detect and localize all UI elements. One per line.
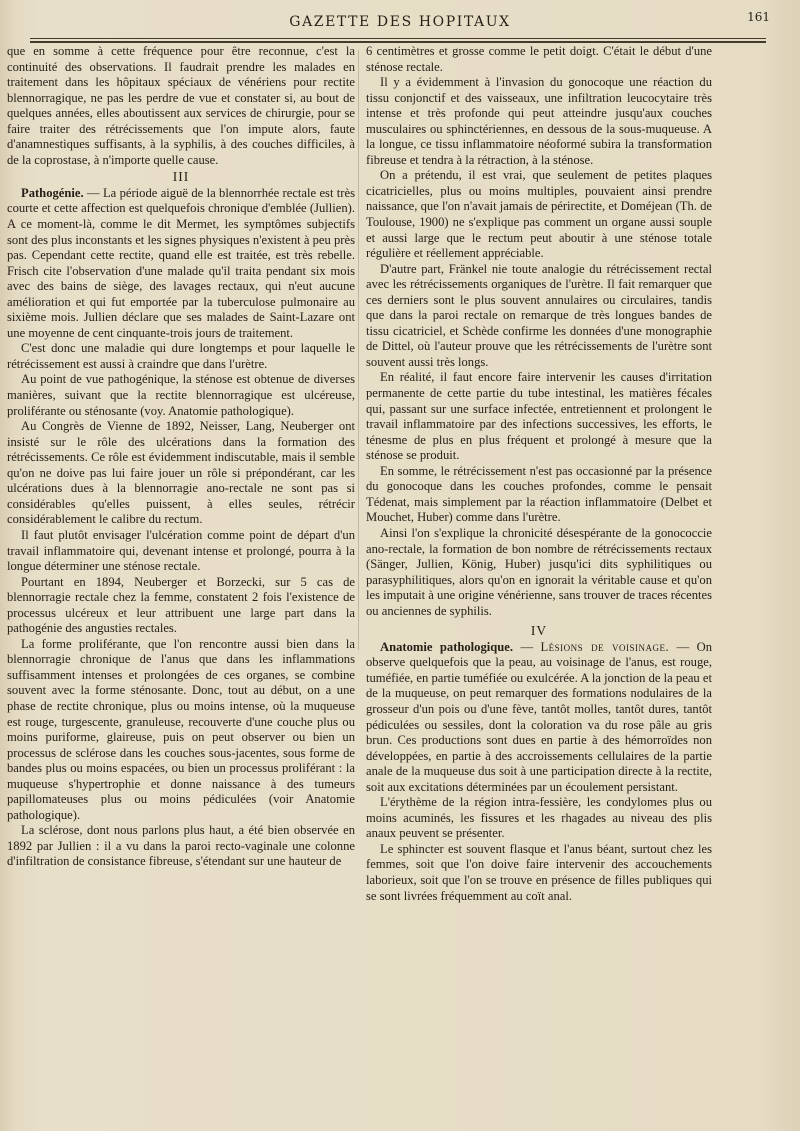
paragraph: En somme, le rétrécissement n'est pas occasionné par la présence du gonocoque dans les couches profondes, comme le pensait Tédenat, mais simplement par la réaction inflammatoire (Delbet et Mouchet, Huber) comme dans l'urètre. — [366, 463, 712, 525]
runin-heading: Pathogénie. — [21, 185, 84, 200]
header-rule-thin — [30, 38, 766, 39]
paragraph: Au Congrès de Vienne de 1892, Neisser, Lang, Neuberger ont insisté sur le rôle des ulcérations dans la formation des rétrécissements. Ce rôle est évidemment indiscutable, mais il semble qu'on ne doive pas lui faire jouer un rôle si prépondérant, car les ulcérations dues à la blennorragie ano-rectale ne sont pas si considérables qu'elles puissent, à elles seules, rétrécir considérablement le calibre du rectum. — [7, 419, 355, 527]
subheading-lesions: Lésions de voisinage. — [540, 639, 670, 654]
paragraph: La sclérose, dont nous parlons plus haut, a été bien observée en 1892 par Jullien : il a vu dans la paroi recto-vaginale une colonne d'infiltration de consistance fibreuse, s'étendant sur une hauteur de — [7, 823, 355, 869]
paragraph: L'érythème de la région intra-fessière, les condylomes plus ou moins acuminés, les fissures et les rhagades au niveau des plis anaux peuvent se présenter. — [366, 795, 712, 841]
column-divider — [358, 50, 359, 650]
running-title: GAZETTE DES HOPITAUX — [289, 14, 511, 30]
paragraph: On a prétendu, il est vrai, que seulement de petites plaques cicatricielles, plus ou moins multiples, pouvaient ainsi prendre naissance, que l'on n'avait jamais de périrectite, et Doméjean (Th. de Toulouse, 1900) ne s'explique pas comment un organe aussi souple et aussi large que le rectum peut aboutir à une sténose totale régulière et réellement appréciable. — [366, 168, 712, 261]
paragraph: que en somme à cette fréquence pour être reconnue, c'est la continuité des observations. Il faudrait prendre les malades en traitement dans les hôpitaux spéciaux de vénériens pour rectite blennorragique, ne pas les perdre de vue et constater si, au bout de quelques années, elles aboutissent aux services de chirurgie, pour se faire traiter des rétrécissements que l'on impute alors, faute d'anamnestiques suffisants, à la syphilis, à des couches difficiles, à de la coprostase, à n'importe quelle cause. — [7, 44, 355, 167]
paragraph: 6 centimètres et grosse comme le petit doigt. C'était le début d'une sténose rectale. — [366, 44, 712, 74]
paragraph-pathogenie — [7, 186, 355, 341]
paragraph: La forme proliférante, que l'on rencontre aussi bien dans la blennorragie chronique de l'anus que dans les inflammations suffisamment intenses et prolongées de ces organes, se combine souvent avec la forme sténosante. Donc, tout au début, on a une phase de rectite chronique, plus ou moins intense, où la muqueuse est rouge, turgescente, granuleuse, recouverte d'une couche plus ou moins puriforme, glaireuse, puis on peut observer ou bien un processus de sclérose dans les couches sous-jacentes, sous forme de bandes plus ou moins espacées, ou bien un processus proliférant : la muqueuse s'hypertrophie et donne naissance à des tumeurs papillomateuses plus ou moins pédiculées (voir Anatomie pathologique). — [7, 636, 355, 822]
paragraph: Il faut plutôt envisager l'ulcération comme point de départ d'un travail inflammatoire qui, devenant intense et prolongé, pourra à la longue déterminer une sténose rectale. — [7, 527, 355, 574]
paragraph-anatomie: Anatomie pathologique. — Lésions de voisinage. — On observe quelquefois que la peau, au voisinage de l'anus, est rouge, tuméfiée, en partie tuméfiée ou exulcérée. A la jonction de la peau et de la muqueuse, on peut remarquer des formations nodulaires de la grosseur d'un pois ou d'une fève, tantôt molles, tantôt dures, tantôt pédiculées ou sessiles, dont la coloration va du rose pâle au gris brun. Ces productions sont dues en partie à des hémorroïdes non développées, en partie à des accroissements cellulaires de la partie anale de la muqueuse dus soit à une participation directe à la rectite, soit aux excitations déterminées par un écoulement persistant. — [366, 639, 712, 794]
paragraph: Le sphincter est souvent flasque et l'anus béant, surtout chez les femmes, soit que l'on doive faire intervenir des accouchements laborieux, soit que l'on se trouve en présence de filles publiques qui se sont livrées fréquemment au coït anal. — [366, 841, 712, 903]
paragraph: Pourtant en 1894, Neuberger et Borzecki, sur 5 cas de blennorragie rectale chez la femme, constatent 2 fois l'existence de processus ulcéreux et leur attribuent une large part dans la pathogénie des angusties rectales. — [7, 574, 355, 636]
header-rule-thick — [30, 41, 766, 43]
paragraph: D'autre part, Fränkel nie toute analogie du rétrécissement rectal avec les rétrécissements organiques de l'urètre. Il fait remarquer que ces derniers sont le plus souvent annulaires ou circulaires, tandis que dans la paroi rectale on remarque de très longues bandes de tissu cicatriciel, et Schède confirme les données d'une monographie de Dittel, où l'auteur prouve que les rétrécissements de l'urètre sont souvent aussi très longs. — [366, 261, 712, 369]
spacer — [366, 619, 712, 622]
paragraph: C'est donc une maladie qui dure longtemps et pour laquelle le rétrécissement est aussi à craindre que dans l'urètre. — [7, 341, 355, 371]
page-header — [0, 8, 800, 36]
paragraph: En réalité, il faut encore faire intervenir les causes d'irritation permanente de cette partie du tube intestinal, les matières fécales qui, passant sur une surface infectée, entretiennent et prolongent le travail inflammatoire par des infections successives, les efforts, le ténesme de plus en plus fréquent et prolongé à mesure que la sténose se produit. — [366, 370, 712, 463]
paragraph: Ainsi l'on s'explique la chronicité désespérante de la gonococcie ano-rectale, la formation de bon nombre de rétrécissements rectaux (Sänger, Jullien, König, Huber) jusqu'ici dits syphilitiques ou parasyphilitiques, alors qu'on en ignorait la véritable cause et qu'on les imputait à une origine vénérienne, sans trouver de traces récentes ou anciennes de syphilis. — [366, 525, 712, 618]
paragraph: Au point de vue pathogénique, la sténose est obtenue de diverses manières, suivant que la rectite blennorragique est ulcéreuse, proliférante ou sténosante (voy. Anatomie pathologique). — [7, 372, 355, 418]
paragraph: Il y a évidemment à l'invasion du gonocoque une réaction du tissu conjonctif et des vaisseaux, une infiltration leucocytaire très intense et très profonde qui peut atteindre jusqu'aux couches musculaires ou sphinctériennes, en dessous de la sous-muqueuse. A la longue, ce tissu inflammatoire néoformé subira la transformation fibreuse et tendra à la rétraction, à la sténose. — [366, 75, 712, 167]
left-column — [7, 44, 355, 1124]
section-number-three: III — [172, 169, 190, 185]
paragraph-text: — La période aiguë de la blennorrhée rectale est très courte et cette affection est quelquefois chronique d'emblée (Jullien). A ce moment-là, comme le dit Mermet, les symptômes subjectifs sont des plus inconstants et les signes physiques n'existent à peu près pas. Cependant cette rectite, quand elle est traitée, est très rebelle. Frisch cite l'observation d'une malade qu'il traita pendant six mois avec des bains de siège, des lavages rectaux, qui n'eut aucune amélioration et qui fut emportée par la tuberculose pulmonaire au sixième mois. Jullien déclare que ses malades de Saint-Lazare ont une moyenne de cent cinquante-trois jours de traitement. — [7, 185, 355, 340]
paragraph-text: — On observe quelquefois que la peau, au voisinage de l'anus, est rouge, tuméfiée, en partie tuméfiée ou exulcérée. A la jonction de la peau et de la muqueuse, on peut remarquer des formations nodulaires de la grosseur d'un pois ou d'une fève, tantôt molles, tantôt dures, tantôt pédiculées ou sessiles, dont la coloration va du rose pâle au gris brun. Ces productions sont dues en partie à des hémorroïdes non développées, en partie à des accroissements cellulaires de la partie anale de la muqueuse dus soit à une participation directe à la rectite, soit aux excitations déterminées par un écoulement persistant. — [366, 639, 712, 794]
section-number-four: IV — [530, 623, 548, 639]
runin-heading: Anatomie pathologique. — [380, 639, 514, 654]
right-column — [366, 44, 712, 1124]
page-number: 161 — [747, 10, 770, 24]
